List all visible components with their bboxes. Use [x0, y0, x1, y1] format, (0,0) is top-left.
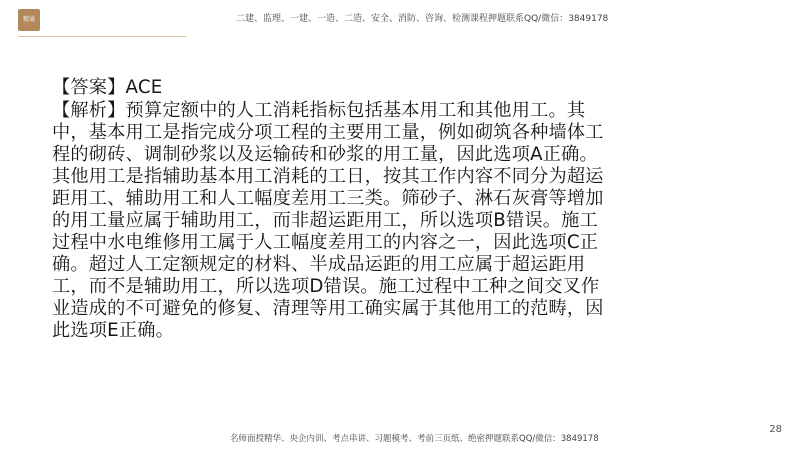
logo-text: 精通 [22, 16, 35, 23]
answer-line: 【答案】ACE [52, 77, 163, 98]
footer-ad-text: 名师面授精华、央企内训、考点串讲、习题模考、考前三页纸、绝密押题联系QQ/微信：3849178 [230, 434, 599, 444]
slide-content [52, 76, 614, 342]
page-number: 28 [769, 424, 782, 435]
header-divider [18, 36, 186, 37]
brand-logo [18, 9, 40, 31]
analysis-paragraph: 【解析】预算定额中的人工消耗指标包括基本用工和其他用工。其中，基本用工是指完成分项工程的主要用工量，例如砌筑各种墙体工程的砌砖、调制砂浆以及运输砖和砂浆的用工量，因此选项A正确。其他用工是指辅助基本用工消耗的工日，按其工作内容不同分为超运距用工、辅助用工和人工幅度差用工三类。筛砂子、淋石灰膏等增加的用工量应属于辅助用工，而非超运距用工，所以选项B错误。施工过程中水电维修用工属于人工幅度差用工的内容之一，因此选项C正确。超过人工定额规定的材料、半成品运距的用工应属于超运距用工，而不是辅助用工，所以选项D错误。施工过程中工种之间交叉作业造成的不可避免的修复、清理等用工确实属于其他用工的范畴，因此选项E正确。 [52, 100, 604, 341]
header-ad-text: 二建、监理、一建、一造、二造、安全、消防、咨询、检测课程押题联系QQ/微信：3849178 [236, 14, 609, 24]
